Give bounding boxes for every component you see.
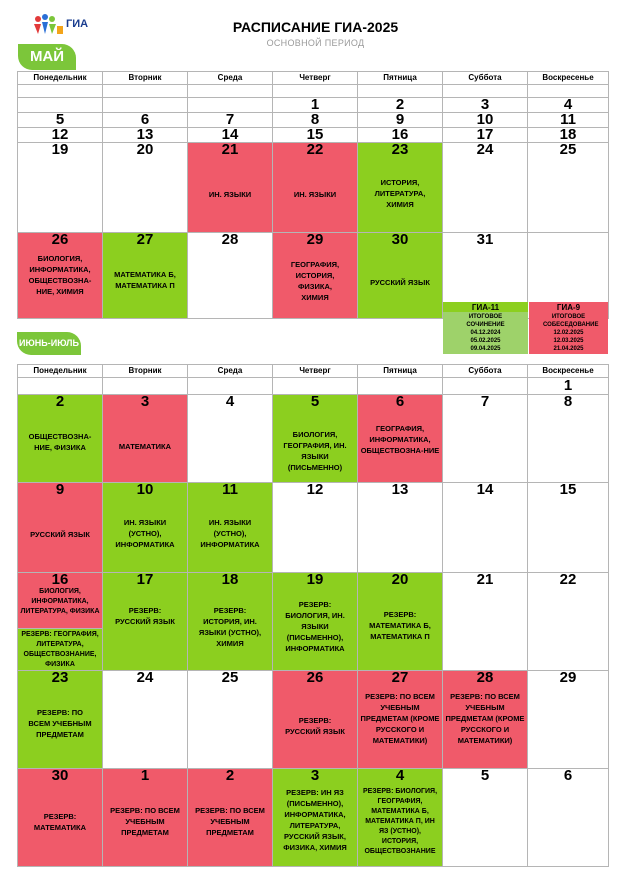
day-number: 8 <box>310 112 320 128</box>
weekday-label: Суббота <box>443 72 528 85</box>
day-number: 27 <box>391 670 409 686</box>
day-cell <box>103 769 188 867</box>
day-number: 4 <box>225 394 235 410</box>
day-number: 23 <box>51 670 69 686</box>
day-number: 28 <box>476 670 494 686</box>
day-cell <box>443 573 528 671</box>
page-title: РАСПИСАНИЕ ГИА-2025 <box>232 19 399 35</box>
day-number: 18 <box>559 127 577 143</box>
day-cell <box>273 483 358 573</box>
day-cell <box>273 395 358 483</box>
day-number: 1 <box>140 768 150 784</box>
day-cell <box>18 573 103 671</box>
week-row <box>18 573 609 671</box>
day-cell <box>273 143 358 233</box>
gia11-date: 05.02.2025 <box>470 338 501 344</box>
gia9-final-interview <box>529 302 608 354</box>
gia11-final-essay <box>443 302 528 354</box>
day-cell <box>273 671 358 769</box>
weekday-header <box>18 72 609 85</box>
day-number: 1 <box>563 377 573 394</box>
exam-subjects: РЕЗЕРВ: РУССКИЙ ЯЗЫК <box>115 606 175 626</box>
day-number: 3 <box>480 97 490 113</box>
exam-subjects: ИН. ЯЗЫКИ <box>293 190 337 199</box>
weekday-label: Пятница <box>358 365 443 378</box>
day-number: 9 <box>395 112 405 128</box>
day-number: 2 <box>55 394 65 410</box>
day-number: 19 <box>51 142 69 158</box>
day-cell <box>103 671 188 769</box>
gia11-title: ГИА-11 <box>471 303 500 312</box>
day-cell <box>188 769 273 867</box>
day-cell <box>443 143 528 233</box>
day-number: 26 <box>306 670 324 686</box>
weekday-label: Среда <box>188 365 273 378</box>
week-row <box>18 671 609 769</box>
exam-subjects: МАТЕМАТИКА <box>118 442 172 451</box>
day-number: 12 <box>306 482 324 498</box>
day-number: 1 <box>310 97 320 113</box>
exam-subjects: БИОЛОГИЯ, ИНФОРМАТИКА, ЛИТЕРАТУРА, ФИЗИКА <box>20 588 100 615</box>
day-number: 11 <box>560 112 576 128</box>
day-cell <box>528 483 609 573</box>
month-label-june-july: ИЮНЬ-ИЮЛЬ <box>17 332 81 355</box>
day-number: 14 <box>476 482 494 498</box>
day-cell <box>188 233 273 319</box>
day-number: 29 <box>306 232 324 248</box>
exam-subjects: РЕЗЕРВ: ИН ЯЗ (ПИСЬМЕННО), ИНФОРМАТИКА, ЛИТЕРАТУРА, РУССКИЙ ЯЗЫК, ФИЗИКА, ХИМИЯ <box>283 788 347 852</box>
day-cell <box>443 769 528 867</box>
weekday-label: Воскресенье <box>528 72 609 85</box>
weekday-label: Понедельник <box>18 365 103 378</box>
day-cell <box>358 233 443 319</box>
week-row <box>18 769 609 867</box>
day-cell <box>103 483 188 573</box>
reserve-subjects: РЕЗЕРВ: ГЕОГРАФИЯ, ЛИТЕРАТУРА, ОБЩЕСТВОЗНАНИЕ, ФИЗИКА <box>21 631 99 668</box>
day-number: 4 <box>563 97 573 113</box>
day-number: 20 <box>136 142 154 158</box>
day-cell <box>443 395 528 483</box>
exam-subjects: ИН. ЯЗЫКИ (УСТНО), ИНФОРМАТИКА <box>200 518 260 549</box>
day-number: 14 <box>221 127 239 143</box>
day-number: 3 <box>140 394 150 410</box>
week-row <box>18 128 609 143</box>
day-number: 16 <box>51 572 69 588</box>
day-number: 19 <box>306 572 324 588</box>
day-cell <box>273 233 358 319</box>
gia9-title: ГИА-9 <box>556 303 581 312</box>
day-number: 5 <box>310 394 320 410</box>
day-number: 6 <box>140 112 150 128</box>
exam-subjects: РЕЗЕРВ: ПО ВСЕМ УЧЕБНЫМ ПРЕДМЕТАМ <box>28 708 92 739</box>
day-cell <box>358 143 443 233</box>
day-cell <box>18 395 103 483</box>
day-cell <box>103 143 188 233</box>
exam-subjects: РЕЗЕРВ: ПО ВСЕМ УЧЕБНЫМ ПРЕДМЕТАМ <box>110 806 180 837</box>
day-number: 29 <box>559 670 577 686</box>
gia9-subtitle: ИТОГОВОЕ СОБЕСЕДОВАНИЕ <box>543 314 599 328</box>
day-number: 13 <box>391 482 409 498</box>
exam-subjects: БИОЛОГИЯ, ИНФОРМАТИКА, ОБЩЕСТВОЗНА-НИЕ, ХИМИЯ <box>28 254 92 296</box>
weekday-label: Среда <box>188 72 273 85</box>
day-cell <box>358 573 443 671</box>
day-cell <box>103 233 188 319</box>
day-number: 2 <box>225 768 235 784</box>
day-number: 12 <box>51 127 69 143</box>
gia9-date: 21.04.2025 <box>553 346 584 352</box>
day-number: 18 <box>221 572 239 588</box>
exam-subjects: МАТЕМАТИКА Б, МАТЕМАТИКА П <box>114 270 176 290</box>
day-number: 4 <box>395 768 405 784</box>
day-number: 25 <box>559 142 577 158</box>
gia9-date: 12.03.2025 <box>553 338 584 344</box>
gia11-date: 04.12.2024 <box>470 330 501 336</box>
day-cell <box>528 671 609 769</box>
day-number: 8 <box>563 394 573 410</box>
weekday-label: Пятница <box>358 72 443 85</box>
day-cell <box>273 769 358 867</box>
day-number: 5 <box>55 112 65 128</box>
day-number: 27 <box>136 232 154 248</box>
exam-subjects: РУССКИЙ ЯЗЫК <box>30 530 90 539</box>
gia11-date: 09.04.2025 <box>470 346 501 352</box>
exam-subjects: РЕЗЕРВ: ПО ВСЕМ УЧЕБНЫМ ПРЕДМЕТАМ (КРОМЕ РУССКОГО И МАТЕМАТИКИ) <box>445 692 525 745</box>
day-cell <box>18 671 103 769</box>
calendar-may <box>17 71 609 319</box>
day-number: 17 <box>476 127 494 143</box>
month-label-may: МАЙ <box>18 44 76 70</box>
day-cell <box>18 143 103 233</box>
weekday-header <box>18 365 609 378</box>
weekday-label: Вторник <box>103 365 188 378</box>
day-number: 5 <box>480 768 490 784</box>
day-number: 23 <box>391 142 409 158</box>
week-row <box>18 483 609 573</box>
gia9-date: 12.02.2025 <box>553 330 584 336</box>
week-row <box>18 143 609 233</box>
day-cell <box>188 671 273 769</box>
day-number: 11 <box>222 482 238 498</box>
day-number: 2 <box>395 97 405 113</box>
weekday-label: Суббота <box>443 365 528 378</box>
day-number: 26 <box>51 232 69 248</box>
exam-subjects: РЕЗЕРВ: ИСТОРИЯ, ИН. ЯЗЫКИ (УСТНО), ХИМИЯ <box>198 606 262 648</box>
day-number: 28 <box>221 232 239 248</box>
day-cell <box>273 573 358 671</box>
week-row <box>18 378 609 395</box>
exam-subjects: ГЕОГРАФИЯ, ИСТОРИЯ, ФИЗИКА, ХИМИЯ <box>290 260 340 302</box>
day-number: 25 <box>221 670 239 686</box>
day-number: 21 <box>221 142 239 158</box>
day-cell <box>18 769 103 867</box>
exam-subjects: РЕЗЕРВ: БИОЛОГИЯ, ГЕОГРАФИЯ, МАТЕМАТИКА Б, МАТЕМАТИКА П, ИН ЯЗ (УСТНО), ИСТОРИЯ, ОБЩЕСТВОЗНАНИЕ <box>362 788 438 855</box>
exam-subjects: РЕЗЕРВ: БИОЛОГИЯ, ИН. ЯЗЫКИ (ПИСЬМЕННО), ИНФОРМАТИКА <box>285 600 345 653</box>
weekday-label: Четверг <box>273 365 358 378</box>
day-cell <box>18 483 103 573</box>
day-number: 21 <box>476 572 494 588</box>
day-cell <box>103 573 188 671</box>
day-number: 10 <box>476 112 494 128</box>
day-number: 30 <box>391 232 409 248</box>
day-number: 10 <box>136 482 154 498</box>
day-number: 6 <box>563 768 573 784</box>
day-cell <box>358 483 443 573</box>
exam-subjects: РУССКИЙ ЯЗЫК <box>370 278 430 287</box>
week-row <box>18 395 609 483</box>
exam-subjects: РЕЗЕРВ: РУССКИЙ ЯЗЫК <box>285 716 345 736</box>
exam-subjects: ОБЩЕСТВОЗНА-НИЕ, ФИЗИКА <box>28 432 92 452</box>
day-cell <box>188 395 273 483</box>
day-cell <box>18 233 103 319</box>
day-cell <box>443 483 528 573</box>
exam-subjects: ИН. ЯЗЫКИ (УСТНО), ИНФОРМАТИКА <box>115 518 175 549</box>
day-cell <box>528 395 609 483</box>
day-number: 6 <box>395 394 405 410</box>
day-cell <box>358 671 443 769</box>
weekday-label: Воскресенье <box>528 365 609 378</box>
day-number: 15 <box>559 482 577 498</box>
exam-subjects: РЕЗЕРВ: ПО ВСЕМ УЧЕБНЫМ ПРЕДМЕТАМ (КРОМЕ РУССКОГО И МАТЕМАТИКИ) <box>360 692 440 745</box>
day-cell <box>358 769 443 867</box>
logo-text: ГИА <box>66 18 89 30</box>
week-row <box>18 98 609 113</box>
day-cell <box>528 769 609 867</box>
day-number: 20 <box>391 572 409 588</box>
calendar-june-july <box>17 364 609 867</box>
weekday-label: Четверг <box>273 72 358 85</box>
day-number: 7 <box>480 394 490 410</box>
gia11-subtitle: ИТОГОВОЕ СОЧИНЕНИЕ <box>466 314 505 328</box>
day-number: 9 <box>55 482 65 498</box>
exam-subjects: ИН. ЯЗЫКИ <box>208 190 252 199</box>
day-number: 15 <box>306 127 324 143</box>
exam-subjects: БИОЛОГИЯ, ГЕОГРАФИЯ, ИН. ЯЗЫКИ (ПИСЬМЕННО) <box>283 430 347 472</box>
day-number: 7 <box>225 112 235 128</box>
day-number: 24 <box>136 670 154 686</box>
day-cell <box>188 483 273 573</box>
day-cell <box>188 573 273 671</box>
exam-subjects: РЕЗЕРВ: ПО ВСЕМ УЧЕБНЫМ ПРЕДМЕТАМ <box>195 806 265 837</box>
day-number: 30 <box>51 768 69 784</box>
exam-subjects: РЕЗЕРВ: МАТЕМАТИКА Б, МАТЕМАТИКА П <box>369 610 431 641</box>
day-number: 16 <box>391 127 409 143</box>
day-cell <box>188 143 273 233</box>
day-cell <box>528 573 609 671</box>
day-cell <box>443 671 528 769</box>
weekday-label: Вторник <box>103 72 188 85</box>
week-row <box>18 113 609 128</box>
day-number: 31 <box>476 232 494 248</box>
weekday-label: Понедельник <box>18 72 103 85</box>
day-number: 17 <box>136 572 154 588</box>
day-number: 24 <box>476 142 494 158</box>
day-cell <box>528 143 609 233</box>
day-cell <box>358 395 443 483</box>
exam-subjects: РЕЗЕРВ: МАТЕМАТИКА <box>33 812 87 832</box>
page-subtitle: ОСНОВНОЙ ПЕРИОД <box>266 38 365 48</box>
day-number: 22 <box>559 572 577 588</box>
day-number: 3 <box>310 768 320 784</box>
day-number: 13 <box>136 127 154 143</box>
exam-subjects: ИСТОРИЯ, ЛИТЕРАТУРА, ХИМИЯ <box>374 178 426 209</box>
exam-subjects: ГЕОГРАФИЯ, ИНФОРМАТИКА, ОБЩЕСТВОЗНА-НИЕ <box>360 424 440 455</box>
day-number: 22 <box>306 142 324 158</box>
day-cell <box>103 395 188 483</box>
